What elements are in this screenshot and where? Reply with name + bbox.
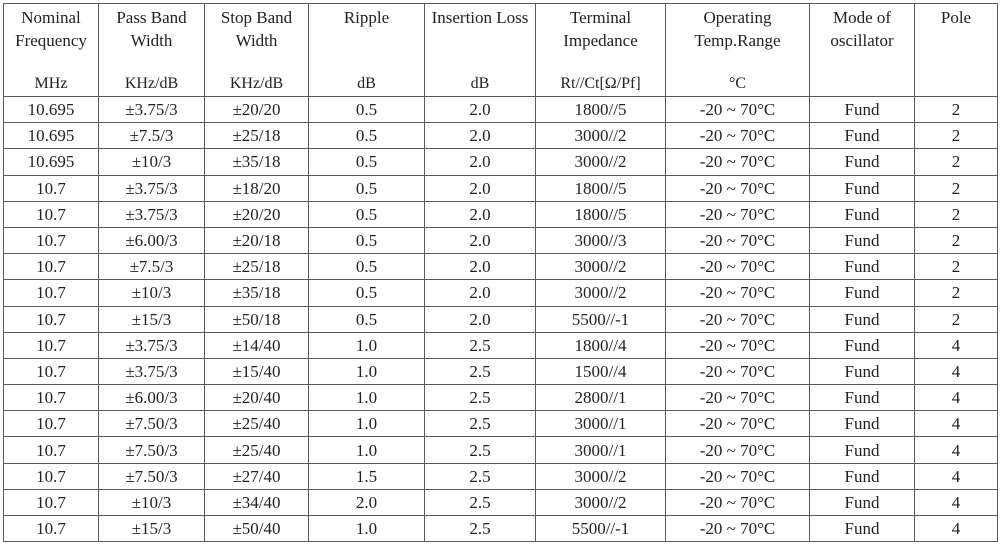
insertion-loss-cell: 2.5 xyxy=(425,463,536,489)
mode-of-oscillator-cell: Fund xyxy=(810,123,915,149)
nominal-frequency-cell: 10.7 xyxy=(4,516,99,542)
pass-band-width-cell: ±3.75/3 xyxy=(99,175,205,201)
terminal-impedance-cell: 3000//2 xyxy=(536,463,666,489)
header-insertion-loss: Insertion Loss dB xyxy=(425,4,536,97)
nominal-frequency-cell: 10.7 xyxy=(4,489,99,515)
header-terminal-impedance: Terminal Impedance Rt//Ct[Ω/Pf] xyxy=(536,4,666,97)
insertion-loss-cell: 2.0 xyxy=(425,227,536,253)
pass-band-width-cell: ±15/3 xyxy=(99,306,205,332)
mode-of-oscillator-cell: Fund xyxy=(810,201,915,227)
table-row xyxy=(4,463,998,489)
stop-band-width-cell: ±20/40 xyxy=(205,385,309,411)
pass-band-width-cell: ±7.50/3 xyxy=(99,437,205,463)
header-pass-band-width: Pass Band Width KHz/dB xyxy=(99,4,205,97)
insertion-loss-cell: 2.5 xyxy=(425,385,536,411)
table-row xyxy=(4,489,998,515)
ripple-cell: 1.0 xyxy=(309,411,425,437)
mode-of-oscillator-cell: Fund xyxy=(810,437,915,463)
ripple-cell: 0.5 xyxy=(309,227,425,253)
header-row xyxy=(4,4,998,97)
ripple-cell: 0.5 xyxy=(309,254,425,280)
pole-cell: 2 xyxy=(915,280,998,306)
operating-temp-range-cell: -20 ~ 70°C xyxy=(666,175,810,201)
header-ripple: Ripple dB xyxy=(309,4,425,97)
stop-band-width-cell: ±25/18 xyxy=(205,123,309,149)
pole-cell: 4 xyxy=(915,463,998,489)
ripple-cell: 1.5 xyxy=(309,463,425,489)
stop-band-width-cell: ±20/20 xyxy=(205,97,309,123)
operating-temp-range-cell: -20 ~ 70°C xyxy=(666,97,810,123)
terminal-impedance-cell: 3000//2 xyxy=(536,254,666,280)
mode-of-oscillator-cell: Fund xyxy=(810,463,915,489)
header-mode-of-oscillator: Mode of oscillator xyxy=(810,4,915,97)
nominal-frequency-cell: 10.7 xyxy=(4,227,99,253)
header-operating-temp-range: Operating Temp.Range °C xyxy=(666,4,810,97)
insertion-loss-cell: 2.0 xyxy=(425,254,536,280)
ripple-cell: 0.5 xyxy=(309,306,425,332)
table-row xyxy=(4,149,998,175)
header-stop-band-width: Stop Band Width KHz/dB xyxy=(205,4,309,97)
operating-temp-range-cell: -20 ~ 70°C xyxy=(666,489,810,515)
pole-cell: 2 xyxy=(915,97,998,123)
stop-band-width-cell: ±25/40 xyxy=(205,411,309,437)
table-row xyxy=(4,516,998,542)
nominal-frequency-cell: 10.7 xyxy=(4,175,99,201)
pass-band-width-cell: ±7.50/3 xyxy=(99,411,205,437)
stop-band-width-cell: ±14/40 xyxy=(205,332,309,358)
terminal-impedance-cell: 3000//2 xyxy=(536,123,666,149)
operating-temp-range-cell: -20 ~ 70°C xyxy=(666,358,810,384)
mode-of-oscillator-cell: Fund xyxy=(810,280,915,306)
terminal-impedance-cell: 5500//-1 xyxy=(536,516,666,542)
nominal-frequency-cell: 10.7 xyxy=(4,411,99,437)
pole-cell: 4 xyxy=(915,489,998,515)
table-body xyxy=(4,97,998,542)
table-row xyxy=(4,332,998,358)
insertion-loss-cell: 2.5 xyxy=(425,332,536,358)
table-row xyxy=(4,437,998,463)
filter-spec-table xyxy=(3,3,998,542)
pass-band-width-cell: ±6.00/3 xyxy=(99,227,205,253)
stop-band-width-cell: ±34/40 xyxy=(205,489,309,515)
pole-cell: 4 xyxy=(915,358,998,384)
table-row xyxy=(4,227,998,253)
terminal-impedance-cell: 5500//-1 xyxy=(536,306,666,332)
nominal-frequency-cell: 10.7 xyxy=(4,385,99,411)
operating-temp-range-cell: -20 ~ 70°C xyxy=(666,227,810,253)
ripple-cell: 0.5 xyxy=(309,123,425,149)
pass-band-width-cell: ±3.75/3 xyxy=(99,201,205,227)
stop-band-width-cell: ±25/40 xyxy=(205,437,309,463)
ripple-cell: 1.0 xyxy=(309,437,425,463)
insertion-loss-cell: 2.5 xyxy=(425,489,536,515)
table-row xyxy=(4,97,998,123)
stop-band-width-cell: ±50/18 xyxy=(205,306,309,332)
stop-band-width-cell: ±25/18 xyxy=(205,254,309,280)
pole-cell: 2 xyxy=(915,175,998,201)
terminal-impedance-cell: 3000//3 xyxy=(536,227,666,253)
insertion-loss-cell: 2.5 xyxy=(425,358,536,384)
stop-band-width-cell: ±27/40 xyxy=(205,463,309,489)
nominal-frequency-cell: 10.695 xyxy=(4,97,99,123)
stop-band-width-cell: ±50/40 xyxy=(205,516,309,542)
stop-band-width-cell: ±15/40 xyxy=(205,358,309,384)
terminal-impedance-cell: 3000//2 xyxy=(536,149,666,175)
mode-of-oscillator-cell: Fund xyxy=(810,254,915,280)
pass-band-width-cell: ±10/3 xyxy=(99,489,205,515)
mode-of-oscillator-cell: Fund xyxy=(810,516,915,542)
ripple-cell: 1.0 xyxy=(309,358,425,384)
terminal-impedance-cell: 1800//5 xyxy=(536,175,666,201)
pole-cell: 2 xyxy=(915,201,998,227)
operating-temp-range-cell: -20 ~ 70°C xyxy=(666,516,810,542)
pole-cell: 2 xyxy=(915,227,998,253)
terminal-impedance-cell: 1500//4 xyxy=(536,358,666,384)
stop-band-width-cell: ±20/20 xyxy=(205,201,309,227)
mode-of-oscillator-cell: Fund xyxy=(810,175,915,201)
pass-band-width-cell: ±7.50/3 xyxy=(99,463,205,489)
pass-band-width-cell: ±3.75/3 xyxy=(99,332,205,358)
pole-cell: 4 xyxy=(915,385,998,411)
operating-temp-range-cell: -20 ~ 70°C xyxy=(666,280,810,306)
nominal-frequency-cell: 10.7 xyxy=(4,332,99,358)
ripple-cell: 0.5 xyxy=(309,175,425,201)
header-nominal-frequency: Nominal Frequency MHz xyxy=(4,4,99,97)
operating-temp-range-cell: -20 ~ 70°C xyxy=(666,149,810,175)
operating-temp-range-cell: -20 ~ 70°C xyxy=(666,332,810,358)
pole-cell: 4 xyxy=(915,332,998,358)
insertion-loss-cell: 2.0 xyxy=(425,280,536,306)
table-row xyxy=(4,175,998,201)
pass-band-width-cell: ±7.5/3 xyxy=(99,123,205,149)
stop-band-width-cell: ±35/18 xyxy=(205,149,309,175)
pole-cell: 2 xyxy=(915,123,998,149)
stop-band-width-cell: ±20/18 xyxy=(205,227,309,253)
insertion-loss-cell: 2.5 xyxy=(425,411,536,437)
mode-of-oscillator-cell: Fund xyxy=(810,97,915,123)
nominal-frequency-cell: 10.7 xyxy=(4,201,99,227)
ripple-cell: 2.0 xyxy=(309,489,425,515)
nominal-frequency-cell: 10.7 xyxy=(4,306,99,332)
operating-temp-range-cell: -20 ~ 70°C xyxy=(666,123,810,149)
insertion-loss-cell: 2.0 xyxy=(425,175,536,201)
pass-band-width-cell: ±3.75/3 xyxy=(99,358,205,384)
mode-of-oscillator-cell: Fund xyxy=(810,358,915,384)
pass-band-width-cell: ±3.75/3 xyxy=(99,97,205,123)
pass-band-width-cell: ±7.5/3 xyxy=(99,254,205,280)
nominal-frequency-cell: 10.7 xyxy=(4,280,99,306)
operating-temp-range-cell: -20 ~ 70°C xyxy=(666,437,810,463)
ripple-cell: 0.5 xyxy=(309,280,425,306)
terminal-impedance-cell: 3000//1 xyxy=(536,411,666,437)
ripple-cell: 0.5 xyxy=(309,149,425,175)
mode-of-oscillator-cell: Fund xyxy=(810,411,915,437)
terminal-impedance-cell: 1800//5 xyxy=(536,201,666,227)
insertion-loss-cell: 2.0 xyxy=(425,97,536,123)
insertion-loss-cell: 2.0 xyxy=(425,201,536,227)
pole-cell: 2 xyxy=(915,149,998,175)
table-row xyxy=(4,358,998,384)
nominal-frequency-cell: 10.7 xyxy=(4,437,99,463)
operating-temp-range-cell: -20 ~ 70°C xyxy=(666,306,810,332)
terminal-impedance-cell: 3000//2 xyxy=(536,489,666,515)
ripple-cell: 1.0 xyxy=(309,516,425,542)
mode-of-oscillator-cell: Fund xyxy=(810,227,915,253)
table-row xyxy=(4,201,998,227)
nominal-frequency-cell: 10.7 xyxy=(4,358,99,384)
mode-of-oscillator-cell: Fund xyxy=(810,306,915,332)
insertion-loss-cell: 2.0 xyxy=(425,123,536,149)
pole-cell: 2 xyxy=(915,306,998,332)
pole-cell: 4 xyxy=(915,411,998,437)
table-row xyxy=(4,411,998,437)
ripple-cell: 0.5 xyxy=(309,97,425,123)
stop-band-width-cell: ±35/18 xyxy=(205,280,309,306)
pass-band-width-cell: ±15/3 xyxy=(99,516,205,542)
pass-band-width-cell: ±10/3 xyxy=(99,149,205,175)
pass-band-width-cell: ±6.00/3 xyxy=(99,385,205,411)
insertion-loss-cell: 2.0 xyxy=(425,149,536,175)
table-row xyxy=(4,280,998,306)
operating-temp-range-cell: -20 ~ 70°C xyxy=(666,254,810,280)
table-row xyxy=(4,385,998,411)
operating-temp-range-cell: -20 ~ 70°C xyxy=(666,385,810,411)
table-row xyxy=(4,123,998,149)
insertion-loss-cell: 2.5 xyxy=(425,437,536,463)
pole-cell: 2 xyxy=(915,254,998,280)
stop-band-width-cell: ±18/20 xyxy=(205,175,309,201)
table-row xyxy=(4,254,998,280)
pole-cell: 4 xyxy=(915,437,998,463)
table-row xyxy=(4,306,998,332)
terminal-impedance-cell: 3000//1 xyxy=(536,437,666,463)
nominal-frequency-cell: 10.7 xyxy=(4,254,99,280)
insertion-loss-cell: 2.5 xyxy=(425,516,536,542)
operating-temp-range-cell: -20 ~ 70°C xyxy=(666,463,810,489)
mode-of-oscillator-cell: Fund xyxy=(810,385,915,411)
pass-band-width-cell: ±10/3 xyxy=(99,280,205,306)
terminal-impedance-cell: 1800//5 xyxy=(536,97,666,123)
insertion-loss-cell: 2.0 xyxy=(425,306,536,332)
operating-temp-range-cell: -20 ~ 70°C xyxy=(666,201,810,227)
nominal-frequency-cell: 10.695 xyxy=(4,123,99,149)
mode-of-oscillator-cell: Fund xyxy=(810,489,915,515)
pole-cell: 4 xyxy=(915,516,998,542)
terminal-impedance-cell: 2800//1 xyxy=(536,385,666,411)
ripple-cell: 0.5 xyxy=(309,201,425,227)
mode-of-oscillator-cell: Fund xyxy=(810,332,915,358)
header-pole: Pole xyxy=(915,4,998,97)
nominal-frequency-cell: 10.7 xyxy=(4,463,99,489)
ripple-cell: 1.0 xyxy=(309,385,425,411)
ripple-cell: 1.0 xyxy=(309,332,425,358)
terminal-impedance-cell: 1800//4 xyxy=(536,332,666,358)
mode-of-oscillator-cell: Fund xyxy=(810,149,915,175)
operating-temp-range-cell: -20 ~ 70°C xyxy=(666,411,810,437)
terminal-impedance-cell: 3000//2 xyxy=(536,280,666,306)
nominal-frequency-cell: 10.695 xyxy=(4,149,99,175)
